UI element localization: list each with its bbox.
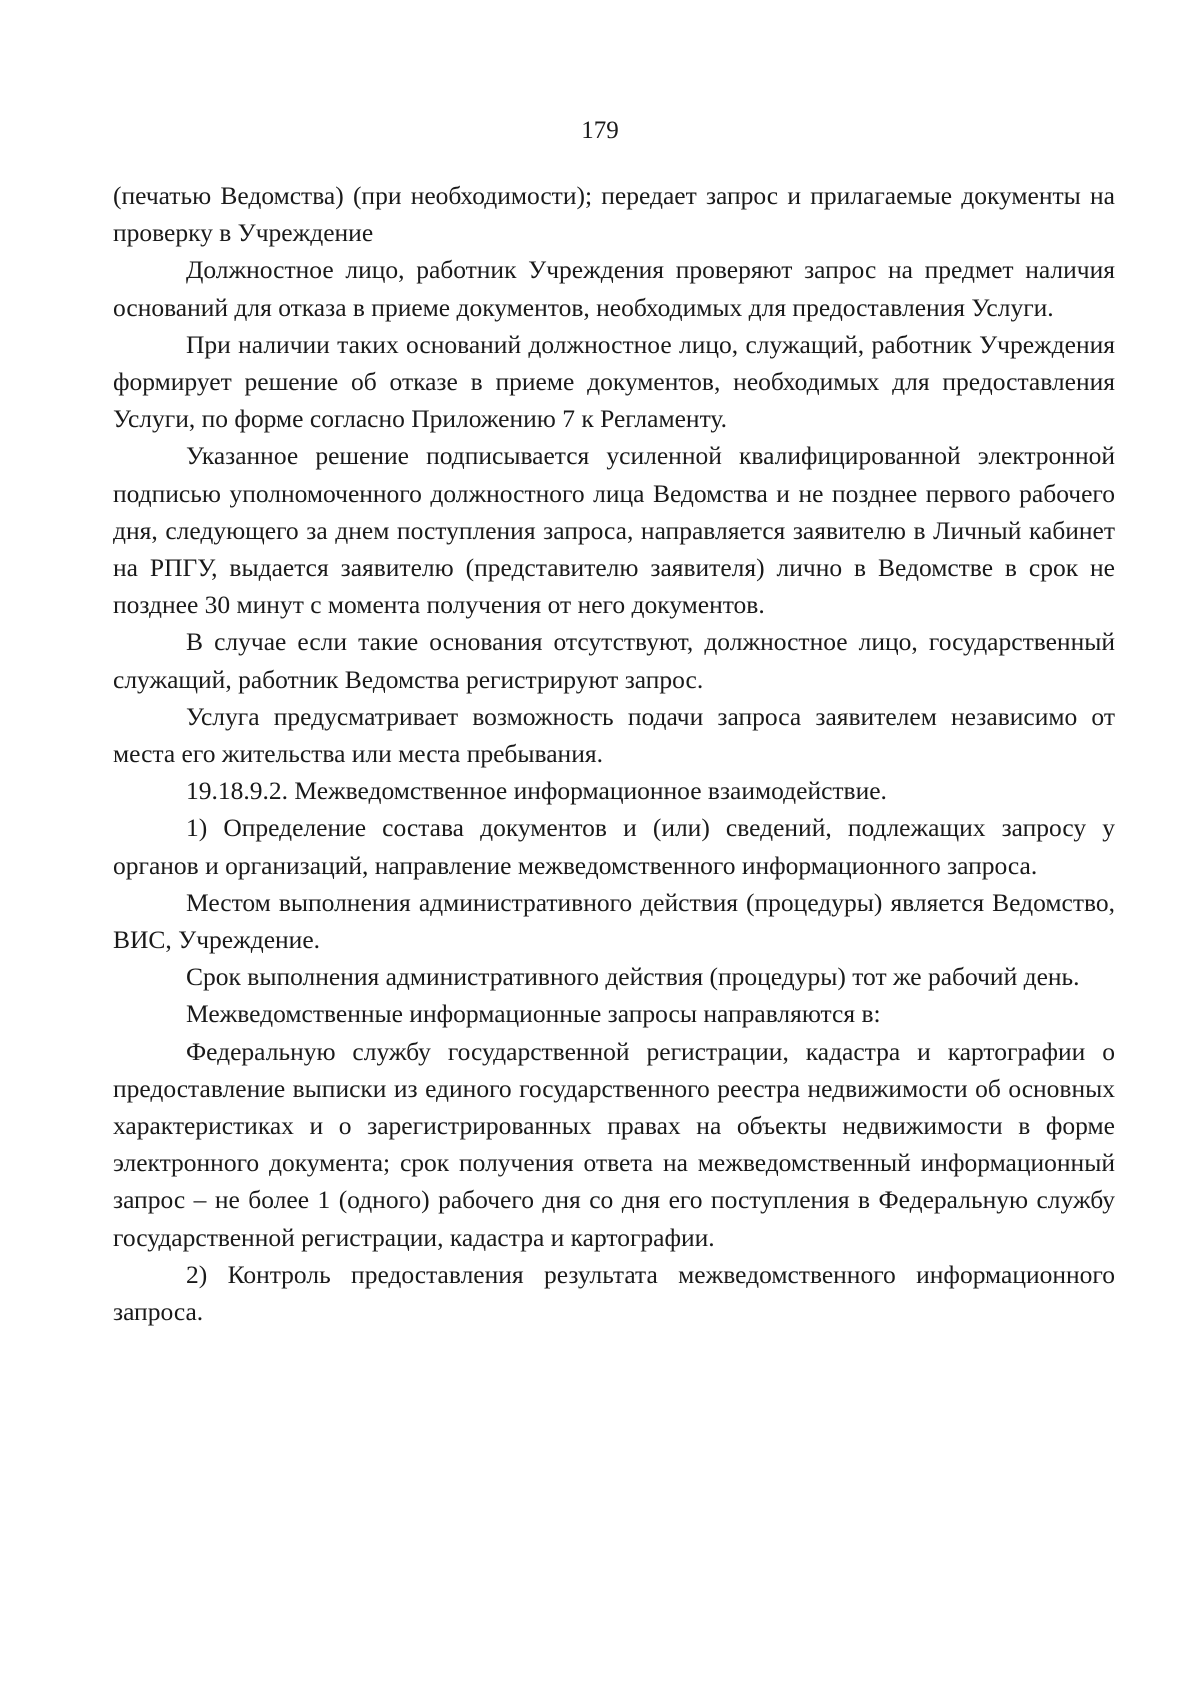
paragraph: 2) Контроль предоставления результата межведомственного информационного запроса. (113, 1259, 1115, 1327)
document-body (113, 177, 1115, 1330)
paragraph: Местом выполнения административного действия (процедуры) является Ведомство, ВИС, Учреждение. (113, 887, 1115, 955)
paragraph: 1) Определение состава документов и (или) сведений, подлежащих запросу у органов и организаций, направление межведомственного информационного запроса. (113, 813, 1115, 880)
paragraph: Услуга предусматривает возможность подачи запроса заявителем независимо от места его жительства или места пребывания. (113, 701, 1115, 769)
page-number: 179 (581, 117, 619, 144)
paragraph: Срок выполнения административного действия (процедуры) тот же рабочий день. (186, 962, 1080, 992)
paragraph: Межведомственные информационные запросы направляются в: (186, 999, 881, 1029)
paragraph: (печатью Ведомства) (при необходимости); передает запрос и прилагаемые документы на проверку в Учреждение (113, 181, 1115, 248)
paragraph: Федеральную службу государственной регистрации, кадастра и картографии о предоставление выписки из единого государственного реестра недвижимости об основных характеристиках и о зарегистрированных правах на объекты недвижимости в форме электронного документа; срок получения ответа на межведомственный информационный запрос – не более 1 (одного) рабочего дня со дня его поступления в Федеральную службу государственной регистрации, кадастра и картографии. (113, 1036, 1115, 1252)
paragraph: При наличии таких оснований должностное лицо, служащий, работник Учреждения формирует решение об отказе в приеме документов, необходимых для предоставления Услуги, по форме согласно Приложению 7 к Регламенту. (113, 329, 1115, 434)
section-heading: 19.18.9.2. Межведомственное информационное взаимодействие. (186, 776, 887, 806)
paragraph: Указанное решение подписывается усиленной квалифицированной электронной подписью уполномоченного должностного лица Ведомства и не позднее первого рабочего дня, следующего за днем поступления запроса, направляется заявителю в Личный кабинет на РПГУ, выдается заявителю (представителю заявителя) лично в Ведомстве в срок не позднее 30 минут с момента получения от него документов. (113, 441, 1115, 620)
paragraph: В случае если такие основания отсутствуют, должностное лицо, государственный служащий, работник Ведомства регистрируют запрос. (113, 627, 1115, 694)
paragraph: Должностное лицо, работник Учреждения проверяют запрос на предмет наличия оснований для отказа в приеме документов, необходимых для предоставления Услуги. (113, 255, 1115, 322)
